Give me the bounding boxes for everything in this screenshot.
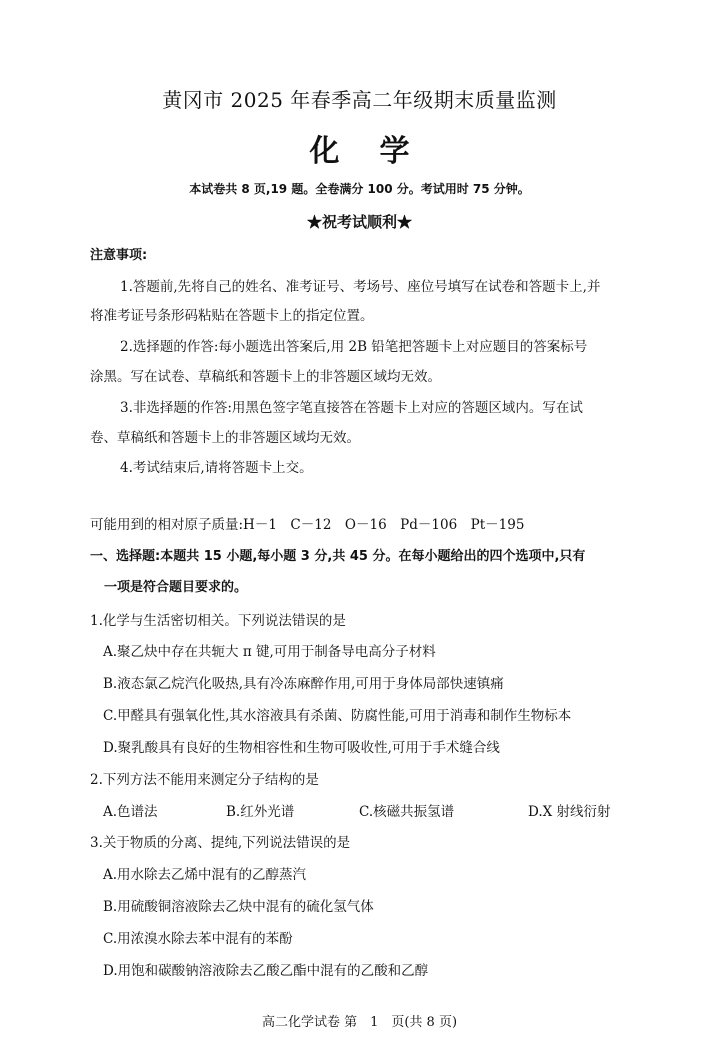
question-3-option-d: D.用饱和碳酸钠溶液除去乙酸乙酯中混有的乙酸和乙醇 [103, 963, 429, 979]
question-1-stem: 1.化学与生活密切相关。下列说法错误的是 [90, 613, 346, 629]
question-2-option-b: B.红外光谱 [226, 804, 295, 820]
note-item-2-line-1: 2.选择题的作答:每小题选出答案后,用 2B 铅笔把答题卡上对应题目的答案标号 [120, 339, 588, 355]
note-item-3-line-1: 3.非选择题的作答:用黑色签字笔直接答在答题卡上对应的答题区域内。写在试 [120, 400, 583, 416]
section-1-heading-line-1: 一、选择题:本题共 15 小题,每小题 3 分,共 45 分。在每小题给出的四个选项中,只有 [90, 549, 586, 564]
question-1-option-d: D.聚乳酸具有良好的生物相容性和生物可吸收性,可用于手术缝合线 [103, 740, 500, 756]
note-item-2-line-2: 涂黑。写在试卷、草稿纸和答题卡上的非答题区域均无效。 [90, 369, 441, 385]
note-item-4: 4.考试结束后,请将答题卡上交。 [120, 460, 313, 476]
question-3-option-b: B.用硫酸铜溶液除去乙炔中混有的硫化氢气体 [103, 899, 374, 915]
question-3-option-a: A.用水除去乙烯中混有的乙醇蒸汽 [103, 867, 307, 883]
question-3-option-c: C.用浓溴水除去苯中混有的苯酚 [103, 931, 293, 947]
atomic-masses: 可能用到的相对原子质量:H－1 C－12 O－16 Pd－106 Pt－195 [90, 517, 525, 533]
blessing-banner: ★祝考试顺利★ [306, 213, 412, 231]
exam-title: 黄冈市 2025 年春季高二年级期末质量监测 [162, 88, 557, 112]
question-3-stem: 3.关于物质的分离、提纯,下列说法错误的是 [90, 835, 351, 851]
note-item-1-line-1: 1.答题前,先将自己的姓名、准考证号、考场号、座位号填写在试卷和答题卡上,并 [120, 279, 601, 295]
question-2-option-c: C.核磁共振氢谱 [359, 804, 455, 820]
notes-title: 注意事项: [90, 248, 148, 263]
note-item-1-line-2: 将准考证号条形码粘贴在答题卡上的指定位置。 [90, 308, 374, 324]
note-item-3-line-2: 卷、草稿纸和答题卡上的非答题区域均无效。 [90, 430, 360, 446]
question-1-option-a: A.聚乙炔中存在共轭大 π 键,可用于制备导电高分子材料 [103, 644, 436, 660]
question-2-option-d: D.X 射线衍射 [528, 804, 611, 820]
subject-title: 化学 [309, 134, 450, 169]
question-1-option-b: B.液态氯乙烷汽化吸热,具有冷冻麻醉作用,可用于身体局部快速镇痛 [103, 676, 504, 692]
question-2-stem: 2.下列方法不能用来测定分子结构的是 [90, 772, 319, 788]
exam-meta-info: 本试卷共 8 页,19 题。全卷满分 100 分。考试用时 75 分钟。 [189, 182, 530, 196]
section-1-heading-line-2: 一项是符合题目要求的。 [104, 580, 248, 595]
page-footer: 高二化学试卷 第 1 页(共 8 页) [261, 1015, 458, 1030]
question-2-option-a: A.色谱法 [103, 804, 158, 820]
question-1-option-c: C.甲醛具有强氧化性,其水溶液具有杀菌、防腐性能,可用于消毒和制作生物标本 [103, 708, 572, 724]
